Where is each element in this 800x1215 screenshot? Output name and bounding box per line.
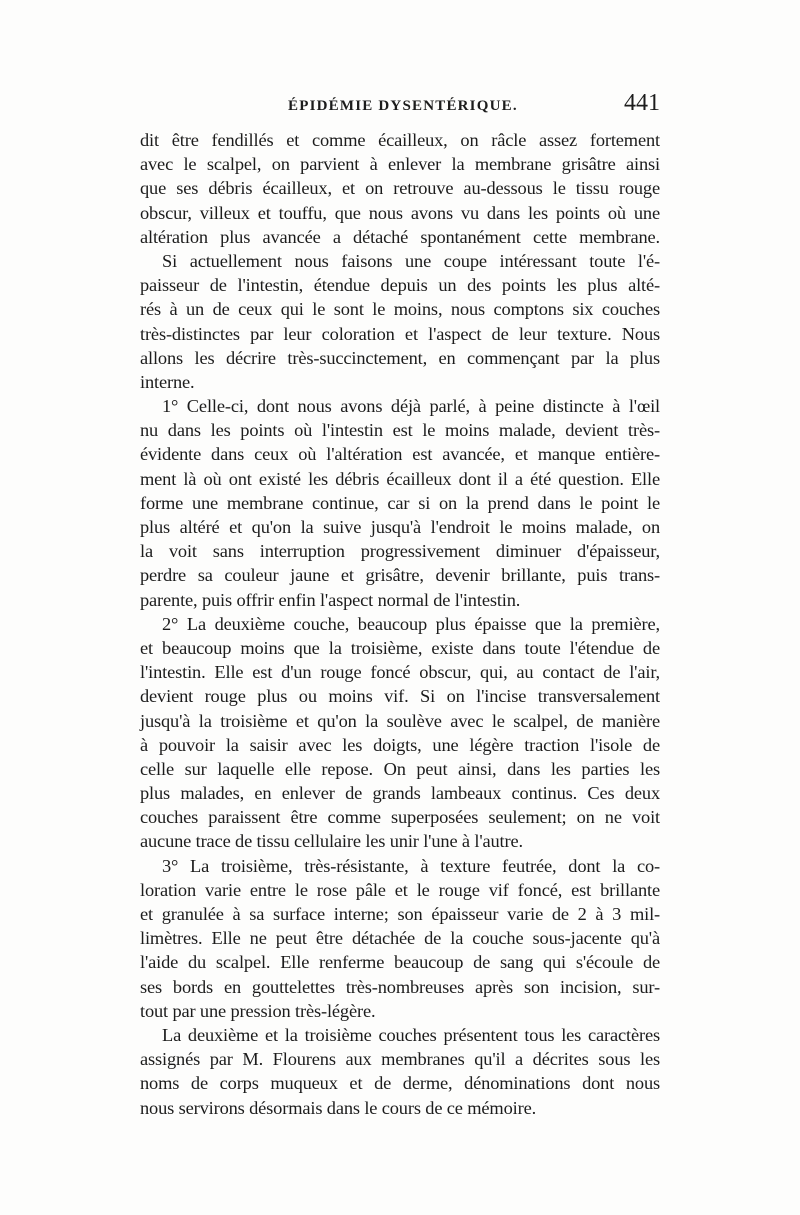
text-line: assignés par M. Flourens aux membranes qu'il a décrites sous les <box>140 1049 660 1070</box>
text-line: et beaucoup moins que la troisième, existe dans toute l'étendue de <box>140 637 660 658</box>
text-line: l'aide du scalpel. Elle renferme beaucoup de sang qui s'écoule de <box>140 952 660 973</box>
text-line: paisseur de l'intestin, étendue depuis un des points les plus alté- <box>140 275 660 296</box>
text-line: la voit sans interruption progressivement diminuer d'épaisseur, <box>140 541 660 562</box>
text-line: altération plus avancée a détaché spontanément cette membrane. <box>140 226 660 247</box>
text-line: La deuxième et la troisième couches présentent tous les caractères <box>162 1024 660 1045</box>
text-line: noms de corps muqueux et de derme, dénominations dont nous <box>140 1073 660 1094</box>
text-line: que ses débris écailleux, et on retrouve au-dessous le tissu rouge <box>140 178 660 199</box>
text-line: loration varie entre le rose pâle et le rouge vif foncé, est brillante <box>140 879 660 900</box>
text-line: ment là où ont existé les débris écailleux dont il a été question. Elle <box>140 468 660 489</box>
body-text <box>140 128 660 1120</box>
text-line: Si actuellement nous faisons une coupe intéressant toute l'é- <box>162 250 660 271</box>
text-line: jusqu'à la troisième et qu'on la soulève avec le scalpel, de manière <box>140 710 660 731</box>
text-line: l'intestin. Elle est d'un rouge foncé obscur, qui, au contact de l'air, <box>140 662 660 683</box>
text-line: allons les décrire très-succinctement, en commençant par la plus <box>140 347 660 368</box>
text-line: rés à un de ceux qui le sont le moins, nous comptons six couches <box>140 299 660 320</box>
text-line: couches paraissent être comme superposées seulement; on ne voit <box>140 807 660 828</box>
text-line: plus altéré et qu'on la suive jusqu'à l'endroit le moins malade, on <box>140 517 660 537</box>
text-line: devient rouge plus ou moins vif. Si on l'incise transversalement <box>140 686 660 707</box>
text-line: perdre sa couleur jaune et grisâtre, devenir brillante, puis trans- <box>140 565 660 586</box>
text-line: plus malades, en enlever de grands lambeaux continus. Ces deux <box>140 783 660 804</box>
text-line: et granulée à sa surface interne; son épaisseur varie de 2 à 3 mil- <box>140 904 660 924</box>
text-line: celle sur laquelle elle repose. On peut ainsi, dans les parties les <box>140 758 660 779</box>
text-line: obscur, villeux et touffu, que nous avons vu dans les points où une <box>140 202 660 223</box>
text-line: 1° Celle-ci, dont nous avons déjà parlé, à peine distincte à l'œil <box>162 396 660 417</box>
text-line: ses bords en gouttelettes très-nombreuses après son incision, sur- <box>140 976 660 997</box>
text-line: très-distinctes par leur coloration et l'aspect de leur texture. Nous <box>140 323 660 344</box>
text-line: parente, puis offrir enfin l'aspect normal de l'intestin. <box>140 589 521 610</box>
text-line: nu dans les points où l'intestin est le moins malade, devient très- <box>140 420 660 441</box>
page-number: 441 <box>624 90 660 116</box>
text-line: aucune trace de tissu cellulaire les unir l'une à l'autre. <box>140 831 523 852</box>
text-line: évidente dans ceux où l'altération est avancée, et manque entière- <box>140 444 660 465</box>
text-line: à pouvoir la saisir avec les doigts, une légère traction l'isole de <box>140 734 660 755</box>
text-line: tout par une pression très-légère. <box>140 1000 376 1021</box>
text-line: 2° La deuxième couche, beaucoup plus épaisse que la première, <box>162 613 660 634</box>
text-line: 3° La troisième, très-résistante, à texture feutrée, dont la co- <box>162 855 660 876</box>
running-title: ÉPIDÉMIE DYSENTÉRIQUE. <box>288 98 518 114</box>
text-line: nous servirons désormais dans le cours de ce mémoire. <box>140 1097 537 1118</box>
text-line: dit être fendillés et comme écailleux, on râcle assez fortement <box>140 130 660 150</box>
text-line: forme une membrane continue, car si on la prend dans le point le <box>140 492 660 513</box>
text-line: avec le scalpel, on parvient à enlever la membrane grisâtre ainsi <box>140 154 660 175</box>
text-line: interne. <box>140 371 195 392</box>
text-line: limètres. Elle ne peut être détachée de la couche sous-jacente qu'à <box>140 928 660 949</box>
page-header <box>140 90 660 120</box>
